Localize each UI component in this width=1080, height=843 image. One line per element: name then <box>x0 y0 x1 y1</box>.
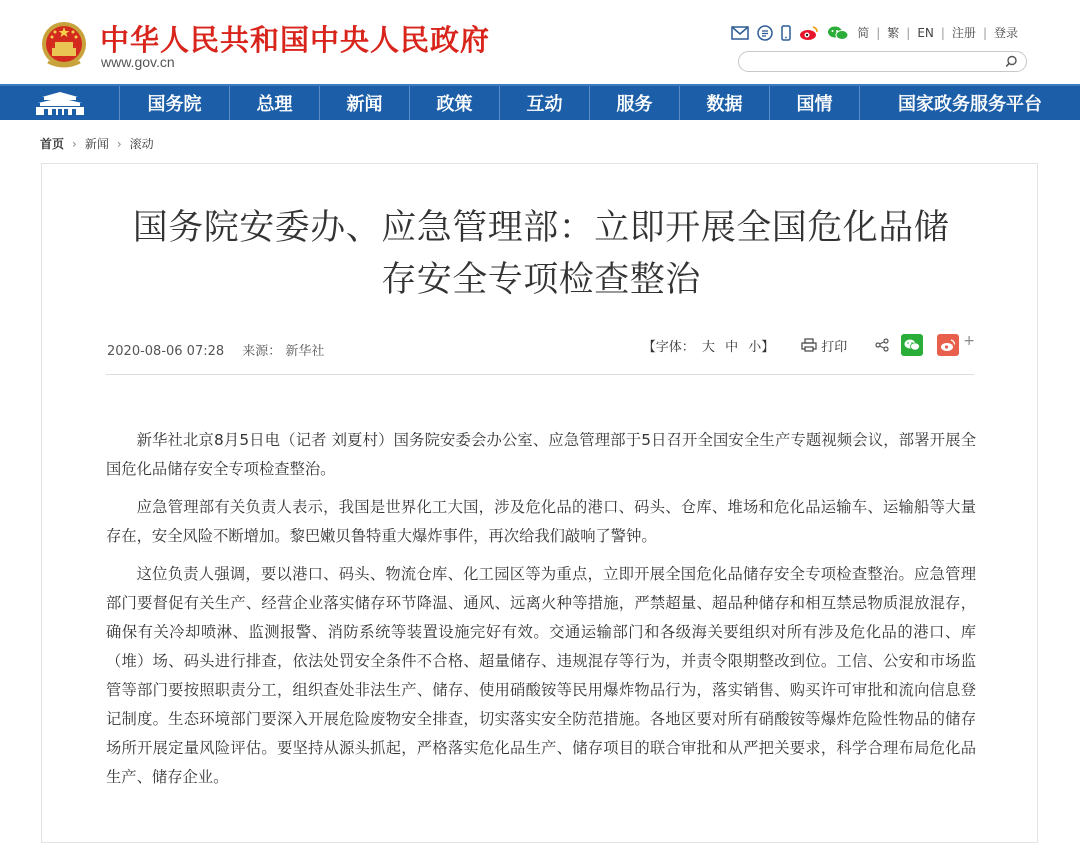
register-link[interactable]: 注册 <box>951 26 976 40</box>
mobile-icon[interactable] <box>781 25 791 41</box>
national-emblem-icon[interactable] <box>40 18 88 70</box>
print-label: 打印 <box>821 339 848 355</box>
breadcrumb <box>40 135 154 152</box>
publish-date: 2020-08-06 07:28 <box>107 344 225 359</box>
separator: | <box>876 25 881 40</box>
wechat-icon[interactable] <box>827 25 849 41</box>
site-header <box>0 0 1080 86</box>
article-tools <box>643 334 975 356</box>
article-meta <box>107 340 338 359</box>
rss-icon[interactable] <box>757 25 773 41</box>
wechat-icon <box>904 338 920 352</box>
share-weibo-button[interactable] <box>937 334 959 356</box>
nav-home[interactable] <box>0 86 120 120</box>
nav-item-hudong[interactable]: 互动 <box>500 86 590 120</box>
meta-divider <box>106 374 974 375</box>
chevron-right-icon: › <box>72 136 77 151</box>
main-nav <box>0 84 1080 120</box>
breadcrumb-rolling[interactable]: 滚动 <box>129 137 154 151</box>
site-title[interactable]: 中华人民共和国中央人民政府 <box>100 23 491 57</box>
nav-item-shuju[interactable]: 数据 <box>680 86 770 120</box>
article-title-line1: 国务院安委办、应急管理部：立即开展全国危化品储 <box>132 208 950 248</box>
chevron-right-icon: › <box>116 136 122 151</box>
font-size-label: 【字体： <box>642 339 695 355</box>
article-title-line2: 存安全专项检查整治 <box>381 260 701 300</box>
nav-item-zhengwu-platform[interactable]: 国家政务服务平台 <box>898 94 1042 115</box>
site-url[interactable]: www.gov.cn <box>101 54 175 70</box>
separator: | <box>940 25 945 40</box>
share-icon[interactable] <box>875 338 889 352</box>
source-label: 来源： <box>242 344 282 359</box>
separator: | <box>982 25 987 40</box>
search-icon[interactable] <box>1005 55 1018 68</box>
login-link[interactable]: 登录 <box>993 26 1018 40</box>
mail-icon[interactable] <box>731 26 749 40</box>
breadcrumb-news[interactable]: 新闻 <box>84 137 109 151</box>
tiananmen-icon <box>30 89 90 117</box>
lang-traditional-link[interactable]: 繁 <box>887 26 900 40</box>
share-wechat-button[interactable] <box>901 334 923 356</box>
nav-item-guowuyuan[interactable]: 国务院 <box>120 86 230 120</box>
weibo-icon <box>940 338 956 352</box>
separator: | <box>906 25 911 40</box>
breadcrumb-home[interactable]: 首页 <box>40 137 65 151</box>
font-size-control <box>643 336 777 355</box>
printer-icon <box>801 338 817 352</box>
article-paragraph: 应急管理部有关负责人表示，我国是世界化工大国，涉及危化品的港口、码头、仓库、堆场和危化品运输车、运输船等大量存在，安全风险不断增加。黎巴嫩贝鲁特重大爆炸事件，再次给我们敲响了警钟。 <box>106 498 976 545</box>
search-input[interactable] <box>749 54 1009 73</box>
article-paragraph: 新华社北京8月5日电（记者 刘夏村）国务院安委会办公室、应急管理部于5日召开全国安全生产专题视频会议，部署开展全国危化品储存安全专项检查整治。 <box>106 431 976 478</box>
font-medium-button[interactable]: 中 <box>725 339 739 355</box>
nav-item-guoqing[interactable]: 国情 <box>770 86 860 120</box>
nav-item-xinwen[interactable]: 新闻 <box>320 86 410 120</box>
nav-item-zongli[interactable]: 总理 <box>230 86 320 120</box>
source-name: 新华社 <box>285 344 325 359</box>
nav-item-zhengce[interactable]: 政策 <box>410 86 500 120</box>
weibo-icon[interactable] <box>799 25 819 41</box>
lang-en-link[interactable]: EN <box>917 25 934 40</box>
search-box <box>738 51 1027 72</box>
more-share-icon[interactable]: + <box>963 333 975 349</box>
font-large-button[interactable]: 大 <box>701 339 715 355</box>
article-paragraph: 这位负责人强调，要以港口、码头、物流仓库、化工园区等为重点，立即开展全国危化品储存安全专项检查整治。应急管理部门要督促有关生产、经营企业落实储存环节降温、通风、远离火种等措施，严禁超量、超品种储存和相互禁忌物质混放混存，确保有关冷却喷淋、监测报警、消防系统等装置设施完好有效。交通运输部门和各级海关要组织对所有涉及危化品的港口、库（堆）场、码头进行排查，依法处罚安全条件不合格、超量储存、违规混存等行为，并责令限期整改到位。工信、公安和市场监管等部门要按照职责分工，组织查处非法生产、储存、使用硝酸铵等民用爆炸物品行为，落实销售、购买许可审批和流向信息登记制度。生态环境部门要深入开展危险废物安全排查，切实落实安全防范措施。各地区要对所有硝酸铵等爆炸危险性物品的储存场所开展定量风险评估。要坚持从源头抓起，严格落实危化品生产、储存项目的联合审批和从严把关要求，科学合理布局危化品生产、储存企业。 <box>106 565 976 786</box>
nav-item-fuwu[interactable]: 服务 <box>590 86 680 120</box>
font-small-button[interactable]: 小】 <box>748 339 775 355</box>
article-title <box>108 202 974 306</box>
article-body <box>106 426 976 801</box>
article-container <box>41 163 1038 843</box>
header-tools <box>731 24 1018 41</box>
lang-simplified-link[interactable]: 简 <box>857 26 870 40</box>
print-button[interactable] <box>801 336 847 355</box>
